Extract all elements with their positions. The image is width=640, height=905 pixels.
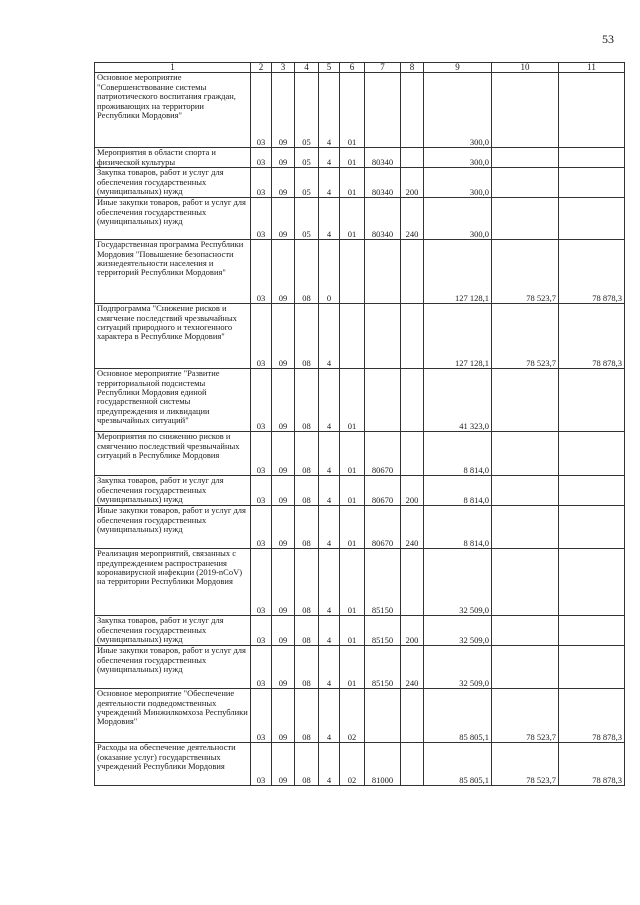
- code-cell: 240: [401, 506, 424, 549]
- header-cell: 11: [559, 63, 625, 73]
- code-cell: [401, 304, 424, 369]
- code-cell: 200: [401, 616, 424, 646]
- code-cell: [401, 549, 424, 616]
- item-name-cell: Мероприятия в области спорта и физической культуры: [95, 148, 251, 168]
- code-cell: 08: [295, 476, 319, 506]
- code-cell: 08: [295, 616, 319, 646]
- amount-cell: 32 509,0: [424, 549, 492, 616]
- code-cell: 03: [251, 198, 272, 240]
- header-cell: 3: [272, 63, 295, 73]
- amount-cell: [492, 506, 559, 549]
- item-name-cell: Мероприятия по снижению рисков и смягчению последствий чрезвычайных ситуаций в Республике Мордовия: [95, 432, 251, 476]
- amount-cell: [492, 646, 559, 689]
- code-cell: 01: [340, 476, 365, 506]
- amount-cell: 78 878,3: [559, 240, 625, 304]
- amount-cell: [492, 369, 559, 432]
- table-row: [95, 646, 625, 689]
- code-cell: 80670: [365, 476, 401, 506]
- item-name-cell: Государственная программа Республики Мордовия "Повышение безопасности жизнедеятельности населения и территорий Республики Мордовия": [95, 240, 251, 304]
- amount-cell: 300,0: [424, 168, 492, 198]
- item-name-cell: Иные закупки товаров, работ и услуг для обеспечения государственных (муниципальных) нужд: [95, 646, 251, 689]
- amount-cell: [492, 73, 559, 148]
- amount-cell: [492, 549, 559, 616]
- amount-cell: [492, 168, 559, 198]
- amount-cell: [559, 148, 625, 168]
- code-cell: 03: [251, 240, 272, 304]
- code-cell: 4: [319, 198, 340, 240]
- code-cell: 03: [251, 369, 272, 432]
- amount-cell: 78 523,7: [492, 743, 559, 786]
- code-cell: [401, 743, 424, 786]
- amount-cell: [492, 432, 559, 476]
- code-cell: 01: [340, 432, 365, 476]
- amount-cell: 300,0: [424, 73, 492, 148]
- code-cell: 08: [295, 549, 319, 616]
- item-name-cell: Закупка товаров, работ и услуг для обеспечения государственных (муниципальных) нужд: [95, 168, 251, 198]
- table-row: [95, 549, 625, 616]
- code-cell: 08: [295, 369, 319, 432]
- table-row: [95, 148, 625, 168]
- table-row: [95, 476, 625, 506]
- header-cell: 6: [340, 63, 365, 73]
- code-cell: 4: [319, 506, 340, 549]
- code-cell: 01: [340, 198, 365, 240]
- item-name-cell: Основное мероприятие "Обеспечение деятельности подведомственных учреждений Минжилкомхоза Республики Мордовия": [95, 689, 251, 743]
- code-cell: [401, 689, 424, 743]
- code-cell: 01: [340, 646, 365, 689]
- code-cell: 4: [319, 168, 340, 198]
- amount-cell: 85 805,1: [424, 689, 492, 743]
- code-cell: 09: [272, 616, 295, 646]
- header-cell: 4: [295, 63, 319, 73]
- code-cell: 4: [319, 476, 340, 506]
- code-cell: 08: [295, 689, 319, 743]
- amount-cell: 78 523,7: [492, 304, 559, 369]
- amount-cell: [559, 432, 625, 476]
- code-cell: 03: [251, 646, 272, 689]
- code-cell: 03: [251, 168, 272, 198]
- code-cell: 03: [251, 304, 272, 369]
- table-row: [95, 369, 625, 432]
- item-name-cell: Иные закупки товаров, работ и услуг для обеспечения государственных (муниципальных) нужд: [95, 198, 251, 240]
- code-cell: [365, 304, 401, 369]
- code-cell: 08: [295, 743, 319, 786]
- table-row: [95, 304, 625, 369]
- code-cell: 4: [319, 369, 340, 432]
- amount-cell: [492, 198, 559, 240]
- code-cell: [365, 73, 401, 148]
- code-cell: 4: [319, 646, 340, 689]
- amount-cell: [492, 148, 559, 168]
- code-cell: 0: [319, 240, 340, 304]
- code-cell: [401, 369, 424, 432]
- code-cell: 09: [272, 369, 295, 432]
- table-row: [95, 743, 625, 786]
- code-cell: 05: [295, 168, 319, 198]
- code-cell: 05: [295, 198, 319, 240]
- table-row: [95, 432, 625, 476]
- item-name-cell: Основное мероприятие "Развитие территориальной подсистемы Республики Мордовия единой государственной системы предупреждения и ликвидации чрезвычайных ситуаций": [95, 369, 251, 432]
- table-row: [95, 168, 625, 198]
- table-row: [95, 689, 625, 743]
- code-cell: 03: [251, 506, 272, 549]
- table-row: [95, 240, 625, 304]
- code-cell: 02: [340, 689, 365, 743]
- code-cell: 80340: [365, 148, 401, 168]
- code-cell: 09: [272, 506, 295, 549]
- amount-cell: 8 814,0: [424, 476, 492, 506]
- code-cell: 80670: [365, 432, 401, 476]
- code-cell: 08: [295, 646, 319, 689]
- code-cell: 4: [319, 743, 340, 786]
- code-cell: [340, 240, 365, 304]
- code-cell: 01: [340, 549, 365, 616]
- code-cell: 03: [251, 73, 272, 148]
- header-cell: 8: [401, 63, 424, 73]
- code-cell: 4: [319, 689, 340, 743]
- code-cell: [340, 304, 365, 369]
- item-name-cell: Иные закупки товаров, работ и услуг для обеспечения государственных (муниципальных) нужд: [95, 506, 251, 549]
- amount-cell: [559, 168, 625, 198]
- code-cell: 05: [295, 73, 319, 148]
- amount-cell: 8 814,0: [424, 506, 492, 549]
- item-name-cell: Закупка товаров, работ и услуг для обеспечения государственных (муниципальных) нужд: [95, 616, 251, 646]
- amount-cell: [492, 476, 559, 506]
- code-cell: 09: [272, 240, 295, 304]
- amount-cell: 78 523,7: [492, 240, 559, 304]
- code-cell: 02: [340, 743, 365, 786]
- amount-cell: 300,0: [424, 148, 492, 168]
- code-cell: 09: [272, 549, 295, 616]
- table-row: [95, 506, 625, 549]
- code-cell: 85150: [365, 616, 401, 646]
- code-cell: [365, 369, 401, 432]
- code-cell: 200: [401, 476, 424, 506]
- code-cell: 4: [319, 616, 340, 646]
- code-cell: 05: [295, 148, 319, 168]
- item-name-cell: Реализация мероприятий, связанных с предупреждением распространения коронавирусной инфекции (2019-nCoV) на территории Республики Мордовия: [95, 549, 251, 616]
- code-cell: 4: [319, 432, 340, 476]
- code-cell: 09: [272, 646, 295, 689]
- code-cell: [365, 689, 401, 743]
- code-cell: 09: [272, 743, 295, 786]
- amount-cell: 32 509,0: [424, 646, 492, 689]
- header-cell: 9: [424, 63, 492, 73]
- amount-cell: 300,0: [424, 198, 492, 240]
- code-cell: 01: [340, 168, 365, 198]
- header-cell: 5: [319, 63, 340, 73]
- code-cell: 4: [319, 304, 340, 369]
- amount-cell: 32 509,0: [424, 616, 492, 646]
- code-cell: 09: [272, 476, 295, 506]
- amount-cell: 8 814,0: [424, 432, 492, 476]
- header-cell: 10: [492, 63, 559, 73]
- code-cell: [365, 240, 401, 304]
- code-cell: 200: [401, 168, 424, 198]
- amount-cell: 78 878,3: [559, 743, 625, 786]
- code-cell: 01: [340, 73, 365, 148]
- code-cell: 240: [401, 198, 424, 240]
- code-cell: 80670: [365, 506, 401, 549]
- code-cell: 09: [272, 168, 295, 198]
- code-cell: 4: [319, 73, 340, 148]
- code-cell: 85150: [365, 549, 401, 616]
- code-cell: 08: [295, 304, 319, 369]
- header-cell: 1: [95, 63, 251, 73]
- code-cell: 4: [319, 148, 340, 168]
- amount-cell: [559, 369, 625, 432]
- amount-cell: 41 323,0: [424, 369, 492, 432]
- code-cell: 09: [272, 148, 295, 168]
- code-cell: [401, 432, 424, 476]
- code-cell: 09: [272, 432, 295, 476]
- amount-cell: [559, 549, 625, 616]
- item-name-cell: Основное мероприятие "Совершенствование системы патриотического воспитания граждан, проживающих на территории Республики Мордовия": [95, 73, 251, 148]
- amount-cell: 78 523,7: [492, 689, 559, 743]
- amount-cell: [559, 476, 625, 506]
- code-cell: 03: [251, 148, 272, 168]
- item-name-cell: Закупка товаров, работ и услуг для обеспечения государственных (муниципальных) нужд: [95, 476, 251, 506]
- code-cell: 03: [251, 616, 272, 646]
- code-cell: 09: [272, 73, 295, 148]
- table-row: [95, 616, 625, 646]
- code-cell: 240: [401, 646, 424, 689]
- amount-cell: [559, 616, 625, 646]
- header-cell: 7: [365, 63, 401, 73]
- code-cell: 4: [319, 549, 340, 616]
- table-row: [95, 198, 625, 240]
- budget-table: [94, 62, 625, 786]
- amount-cell: [559, 506, 625, 549]
- code-cell: 09: [272, 689, 295, 743]
- code-cell: 03: [251, 689, 272, 743]
- code-cell: 03: [251, 549, 272, 616]
- code-cell: 80340: [365, 198, 401, 240]
- code-cell: 01: [340, 369, 365, 432]
- table-row: [95, 73, 625, 148]
- item-name-cell: Подпрограмма "Снижение рисков и смягчение последствий чрезвычайных ситуаций природного и техногенного характера в Республике Мордовия": [95, 304, 251, 369]
- code-cell: 81000: [365, 743, 401, 786]
- amount-cell: [559, 73, 625, 148]
- code-cell: 01: [340, 148, 365, 168]
- amount-cell: [559, 198, 625, 240]
- code-cell: 03: [251, 432, 272, 476]
- amount-cell: 127 128,1: [424, 304, 492, 369]
- item-name-cell: Расходы на обеспечение деятельности (оказание услуг) государственных учреждений Республики Мордовия: [95, 743, 251, 786]
- amount-cell: 78 878,3: [559, 304, 625, 369]
- code-cell: 01: [340, 506, 365, 549]
- code-cell: 08: [295, 506, 319, 549]
- code-cell: 03: [251, 476, 272, 506]
- code-cell: 09: [272, 198, 295, 240]
- amount-cell: [559, 646, 625, 689]
- code-cell: 85150: [365, 646, 401, 689]
- code-cell: 01: [340, 616, 365, 646]
- code-cell: [401, 148, 424, 168]
- amount-cell: [492, 616, 559, 646]
- code-cell: [401, 73, 424, 148]
- code-cell: 03: [251, 743, 272, 786]
- code-cell: 08: [295, 432, 319, 476]
- code-cell: 80340: [365, 168, 401, 198]
- code-cell: 08: [295, 240, 319, 304]
- code-cell: [401, 240, 424, 304]
- header-cell: 2: [251, 63, 272, 73]
- amount-cell: 85 805,1: [424, 743, 492, 786]
- amount-cell: 78 878,3: [559, 689, 625, 743]
- page-number: 53: [602, 32, 614, 46]
- table-header-row: [95, 63, 625, 73]
- code-cell: 09: [272, 304, 295, 369]
- amount-cell: 127 128,1: [424, 240, 492, 304]
